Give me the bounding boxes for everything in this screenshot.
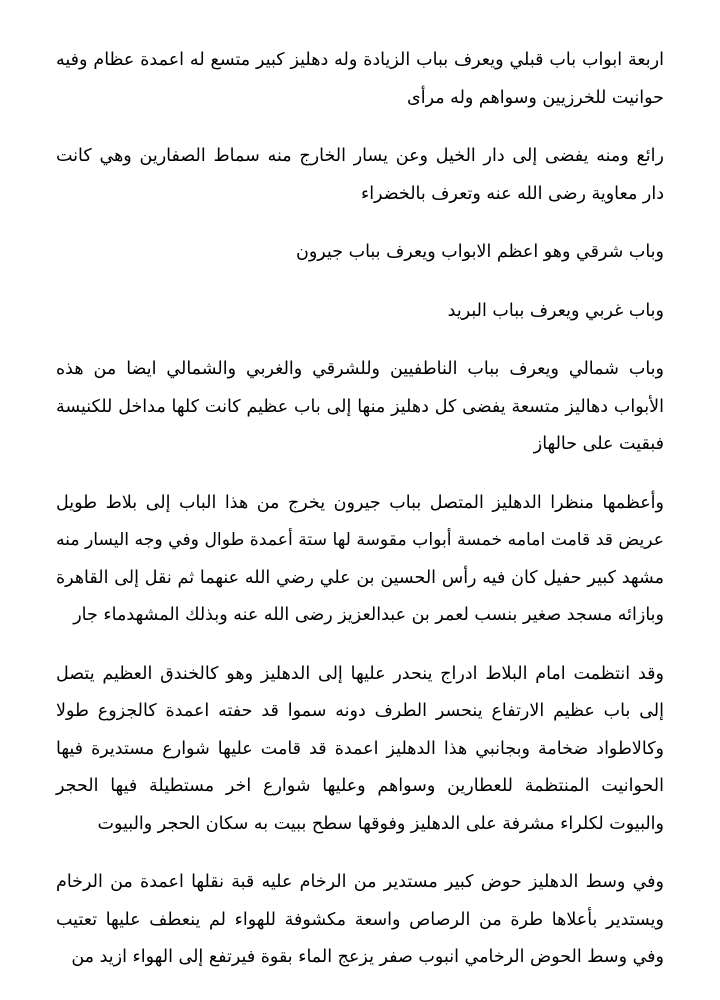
paragraph bbox=[56, 234, 664, 272]
text-line: فبقيت على حالهاز bbox=[533, 434, 664, 454]
text-line: رائع ومنه يفضى إلى دار الخيل وعن يسار الخارج منه سماط الصفارين وهي كانت bbox=[56, 146, 664, 166]
text-line: الحوانيت المنتظمة للعطارين وسواهم وعليها شوارع اخر مستطيلة فيها الحجر bbox=[56, 776, 664, 796]
paragraph bbox=[56, 42, 664, 117]
text-line: وكالاطواد ضخامة وبجانبي هذا الدهليز اعمدة قد قامت عليها شوارع مستديرة فيها bbox=[56, 738, 664, 759]
text-line: وقد انتظمت امام البلاط ادراج ينحدر عليها إلى الدهليز وهو كالخندق العظيم يتصل bbox=[56, 663, 664, 684]
text-line: والبيوت لكلراء مشرفة على الدهليز وفوقها سطح ببيت به سكان الحجر والبيوت bbox=[97, 813, 664, 834]
paragraph bbox=[56, 138, 664, 213]
text-line: وباب غربي ويعرف بباب البريد bbox=[447, 300, 664, 321]
text-line: وباب شمالي ويعرف بباب الناطفيين وللشرقي والغربي والشمالي ايضا من هذه bbox=[56, 359, 664, 379]
paragraph bbox=[56, 293, 664, 331]
text-line: الأبواب دهاليز متسعة يفضى كل دهليز منها إلى باب عظيم كانت كلها مداخل للكنيسة bbox=[56, 396, 664, 417]
text-line: وباب شرقي وهو اعظم الابواب ويعرف بباب جيرون bbox=[295, 242, 664, 262]
text-line: وأعظمها منظرا الدهليز المتصل بباب جيرون يخرج من هذا الباب إلى بلاط طويل bbox=[56, 492, 664, 513]
paragraph bbox=[56, 485, 664, 635]
paragraph bbox=[56, 864, 664, 977]
text-line: وفي وسط الدهليز حوض كبير مستدير من الرخام عليه قبة نقلها اعمدة من الرخام bbox=[56, 872, 664, 892]
text-line: ويستدير بأعلاها طرة من الرصاص واسعة مكشوفة للهواء لم ينعطف عليها تعتيب bbox=[56, 909, 664, 930]
text-line: اربعة ابواب باب قبلي ويعرف بباب الزيادة وله دهليز كبير متسع له اعمدة عظام وفيه bbox=[56, 50, 664, 70]
paragraph bbox=[56, 351, 664, 464]
paragraph bbox=[56, 656, 664, 844]
text-line: حوانيت للخرزيين وسواهم وله مرأى bbox=[407, 87, 664, 108]
text-line: إلى باب عظيم الارتفاع ينحسر الطرف دونه سموا قد حفته اعمدة كالجزوع طولا bbox=[56, 701, 664, 721]
text-line: مشهد كبير حفيل كان فيه رأس الحسين بن علي رضي الله عنهما ثم نقل إلى القاهرة bbox=[56, 567, 664, 588]
text-line: دار معاوية رضى الله عنه وتعرف بالخضراء bbox=[360, 183, 664, 204]
text-line: وبازائه مسجد صغير بنسب لعمر بن عبدالعزيز رضى الله عنه وبذلك المشهدماء جار bbox=[73, 605, 664, 625]
text-line: عريض قد قامت امامه خمسة أبواب مقوسة لها ستة أعمدة طوال وفي وجه اليسار منه bbox=[55, 530, 664, 550]
text-line: وفي وسط الحوض الرخامي انبوب صفر يزعج الماء بقوة فيرتفع إلى الهواء ازيد من bbox=[71, 947, 664, 967]
